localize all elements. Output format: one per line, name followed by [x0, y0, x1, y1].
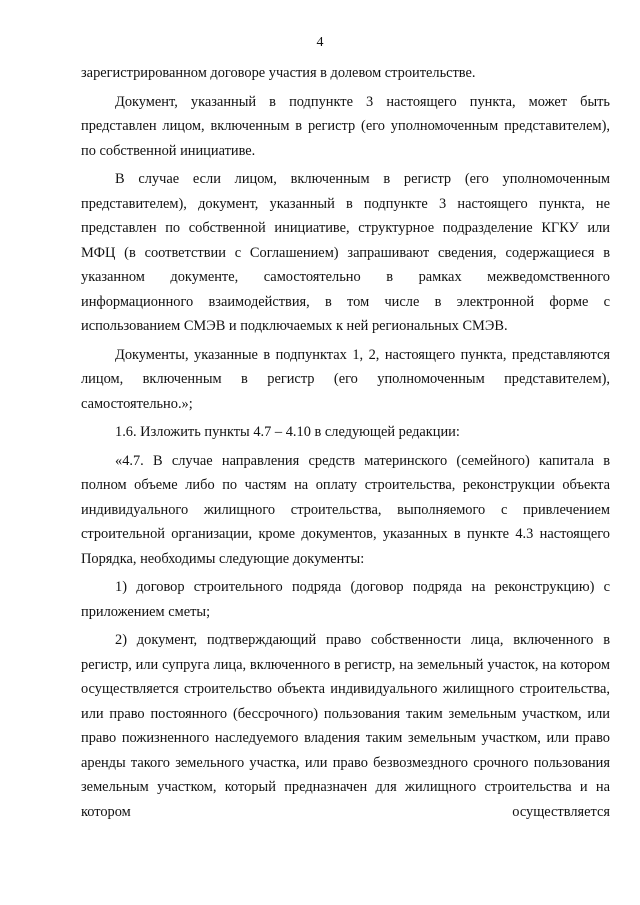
paragraph-document-initiative: Документ, указанный в подпункте 3 настоящего пункта, может быть представлен лицом, включенным в регистр (его уполномоченным представителем), по собственной инициативе.: [81, 93, 610, 159]
list-item-land-rights: 2) документ, подтверждающий право собственности лица, включенного в регистр, или супруга лица, включенного в регистр, на земельный участок, на котором осуществляется строительство объекта индивидуального жилищного строительства, или право постоянного (бессрочного) пользования таким земельным участком, или право пожизненного наследуемого владения таким земельным участком, или право аренды такого земельного участка, или право безвозмездного срочного пользования земельным участком, который предназначен для жилищного строительства и на котором осуществляется: [81, 632, 610, 820]
paragraph-amendment-1-6: 1.6. Изложить пункты 4.7 – 4.10 в следующей редакции:: [115, 424, 460, 440]
paragraph-documents-self: Документы, указанные в подпунктах 1, 2, настоящего пункта, представляются лицом, включенным в регистр (его уполномоченным представителем), самостоятельно.»;: [81, 346, 610, 412]
paragraph-continuation: зарегистрированном договоре участия в долевом строительстве.: [81, 65, 476, 81]
page-number: 4: [316, 35, 324, 50]
document-body: [81, 61, 610, 824]
list-item-contract: 1) договор строительного подряда (договор подряда на реконструкцию) с приложением сметы;: [81, 579, 610, 620]
paragraph-clause-4-7: «4.7. В случае направления средств материнского (семейного) капитала в полном объеме либо по частям на оплату строительства, реконструкции объекта индивидуального жилищного строительства, выполняемого с привлечением строительной организации, кроме документов, указанных в пункте 4.3 настоящего Порядка, необходимы следующие документы:: [81, 452, 610, 567]
paragraph-interagency-request: В случае если лицом, включенным в регистр (его уполномоченным представителем), документ, указанный в подпункте 3 настоящего пункта, не представлен по собственной инициативе, структурное подразделение КГКУ или МФЦ (в соответствии с Соглашением) запрашивают сведения, содержащиеся в указанном документе, самостоятельно в рамках межведомственного информационного взаимодействия, в том числе в электронной форме с использованием СМЭВ и подключаемых к ней региональных СМЭВ.: [81, 171, 610, 334]
